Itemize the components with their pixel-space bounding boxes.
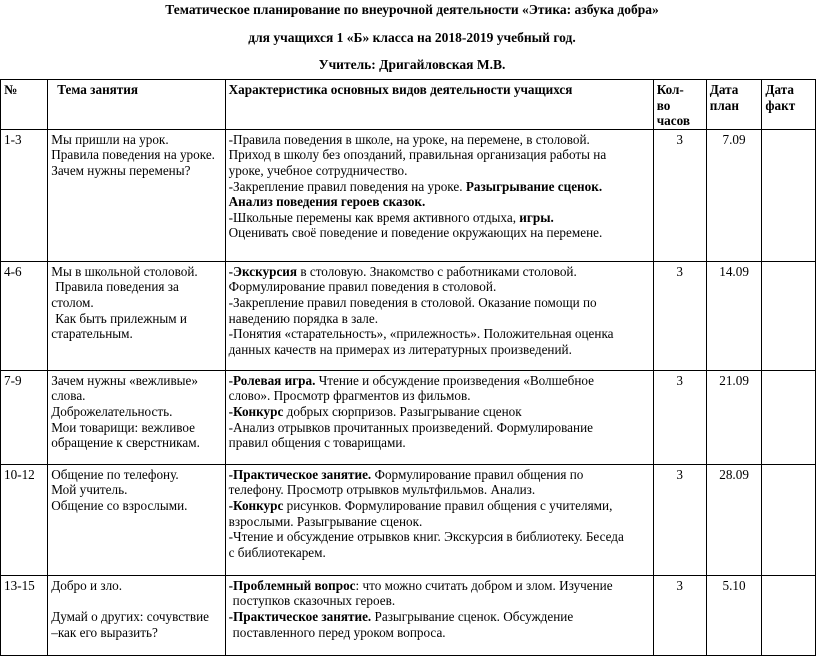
row-date-fact [762, 464, 816, 575]
row-date-fact [762, 575, 816, 655]
row-date-plan: 14.09 [706, 261, 762, 370]
row-num: 1-3 [1, 129, 48, 261]
row-num: 13-15 [1, 575, 48, 655]
row-date-fact [762, 261, 816, 370]
row-topic: Мы в школьной столовой. Правила поведения за столом. Как быть прилежным и старательным. [48, 261, 225, 370]
row-date-fact [762, 129, 816, 261]
header-activities: Характеристика основных видов деятельности учащихся [225, 80, 653, 130]
header-date-fact: Дата факт [762, 80, 816, 130]
row-date-fact [762, 370, 816, 464]
row-hours: 3 [653, 129, 706, 261]
row-hours: 3 [653, 370, 706, 464]
row-date-plan: 7.09 [706, 129, 762, 261]
table-row [1, 261, 816, 370]
row-date-plan: 28.09 [706, 464, 762, 575]
row-activities: -Ролевая игра. Чтение и обсуждение произведения «Волшебное слово». Просмотр фрагментов из фильмов. -Конкурс добрых сюрпризов. Разыгрывание сценок -Анализ отрывков прочитанных произведений. Формулирование правил общения с товарищами. [225, 370, 653, 464]
row-num: 4-6 [1, 261, 48, 370]
planning-table [0, 79, 816, 656]
row-topic: Добро и зло. Думай о других: сочувствие –как его выразить? [48, 575, 225, 655]
row-num: 7-9 [1, 370, 48, 464]
row-hours: 3 [653, 261, 706, 370]
table-row [1, 370, 816, 464]
row-hours: 3 [653, 464, 706, 575]
document-title: Тематическое планирование по внеурочной деятельности «Этика: азбука добра» [165, 2, 659, 17]
header-topic: Тема занятия [48, 80, 225, 130]
row-activities: -Экскурсия в столовую. Знакомство с работниками столовой. Формулирование правил поведения в столовой. -Закрепление правил поведения в столовой. Оказание помощи по наведению порядка в зале. -Понятия «старательность», «прилежность». Положительная оценка данных качеств на примерах из литературных произведений. [225, 261, 653, 370]
row-topic: Мы пришли на урок. Правила поведения на уроке. Зачем нужны перемены? [48, 129, 225, 261]
table-header-row [1, 80, 816, 130]
table-row [1, 575, 816, 655]
row-topic: Зачем нужны «вежливые» слова. Доброжелательность. Мои товарищи: вежливое обращение к сверстникам. [48, 370, 225, 464]
row-hours: 3 [653, 575, 706, 655]
header-num: № [1, 80, 48, 130]
row-activities: -Проблемный вопрос: что можно считать добром и злом. Изучение поступков сказочных героев. -Практическое занятие. Разыгрывание сценок. Обсуждение поставленного перед уроком вопроса. [225, 575, 653, 655]
header-date-plan: Дата план [706, 80, 762, 130]
row-activities: -Практическое занятие. Формулирование правил общения по телефону. Просмотр отрывков мультфильмов. Анализ. -Конкурс рисунков. Формулирование правил общения с учителями, взрослыми. Разыгрывание сценок. -Чтение и обсуждение отрывков книг. Экскурсия в библиотеку. Беседа с библиотекарем. [225, 464, 653, 575]
row-activities: -Правила поведения в школе, на уроке, на перемене, в столовой. Приход в школу без опозданий, правильная организация работы на уроке, учебное сотрудничество. -Закрепление правил поведения на уроке. Разыгрывание сценок. Анализ поведения героев сказок. -Школьные перемены как время активного отдыха, игры. Оценивать своё поведение и поведение окружающих на перемене. [225, 129, 653, 261]
table-row [1, 464, 816, 575]
table-row [1, 129, 816, 261]
teacher-name: Учитель: Дригайловская М.В. [318, 57, 506, 72]
header-hours: Кол- во часов [653, 80, 706, 130]
row-topic: Общение по телефону. Мой учитель. Общение со взрослыми. [48, 464, 225, 575]
row-num: 10-12 [1, 464, 48, 575]
row-date-plan: 21.09 [706, 370, 762, 464]
row-date-plan: 5.10 [706, 575, 762, 655]
document-subtitle: для учащихся 1 «Б» класса на 2018-2019 учебный год. [248, 30, 576, 45]
